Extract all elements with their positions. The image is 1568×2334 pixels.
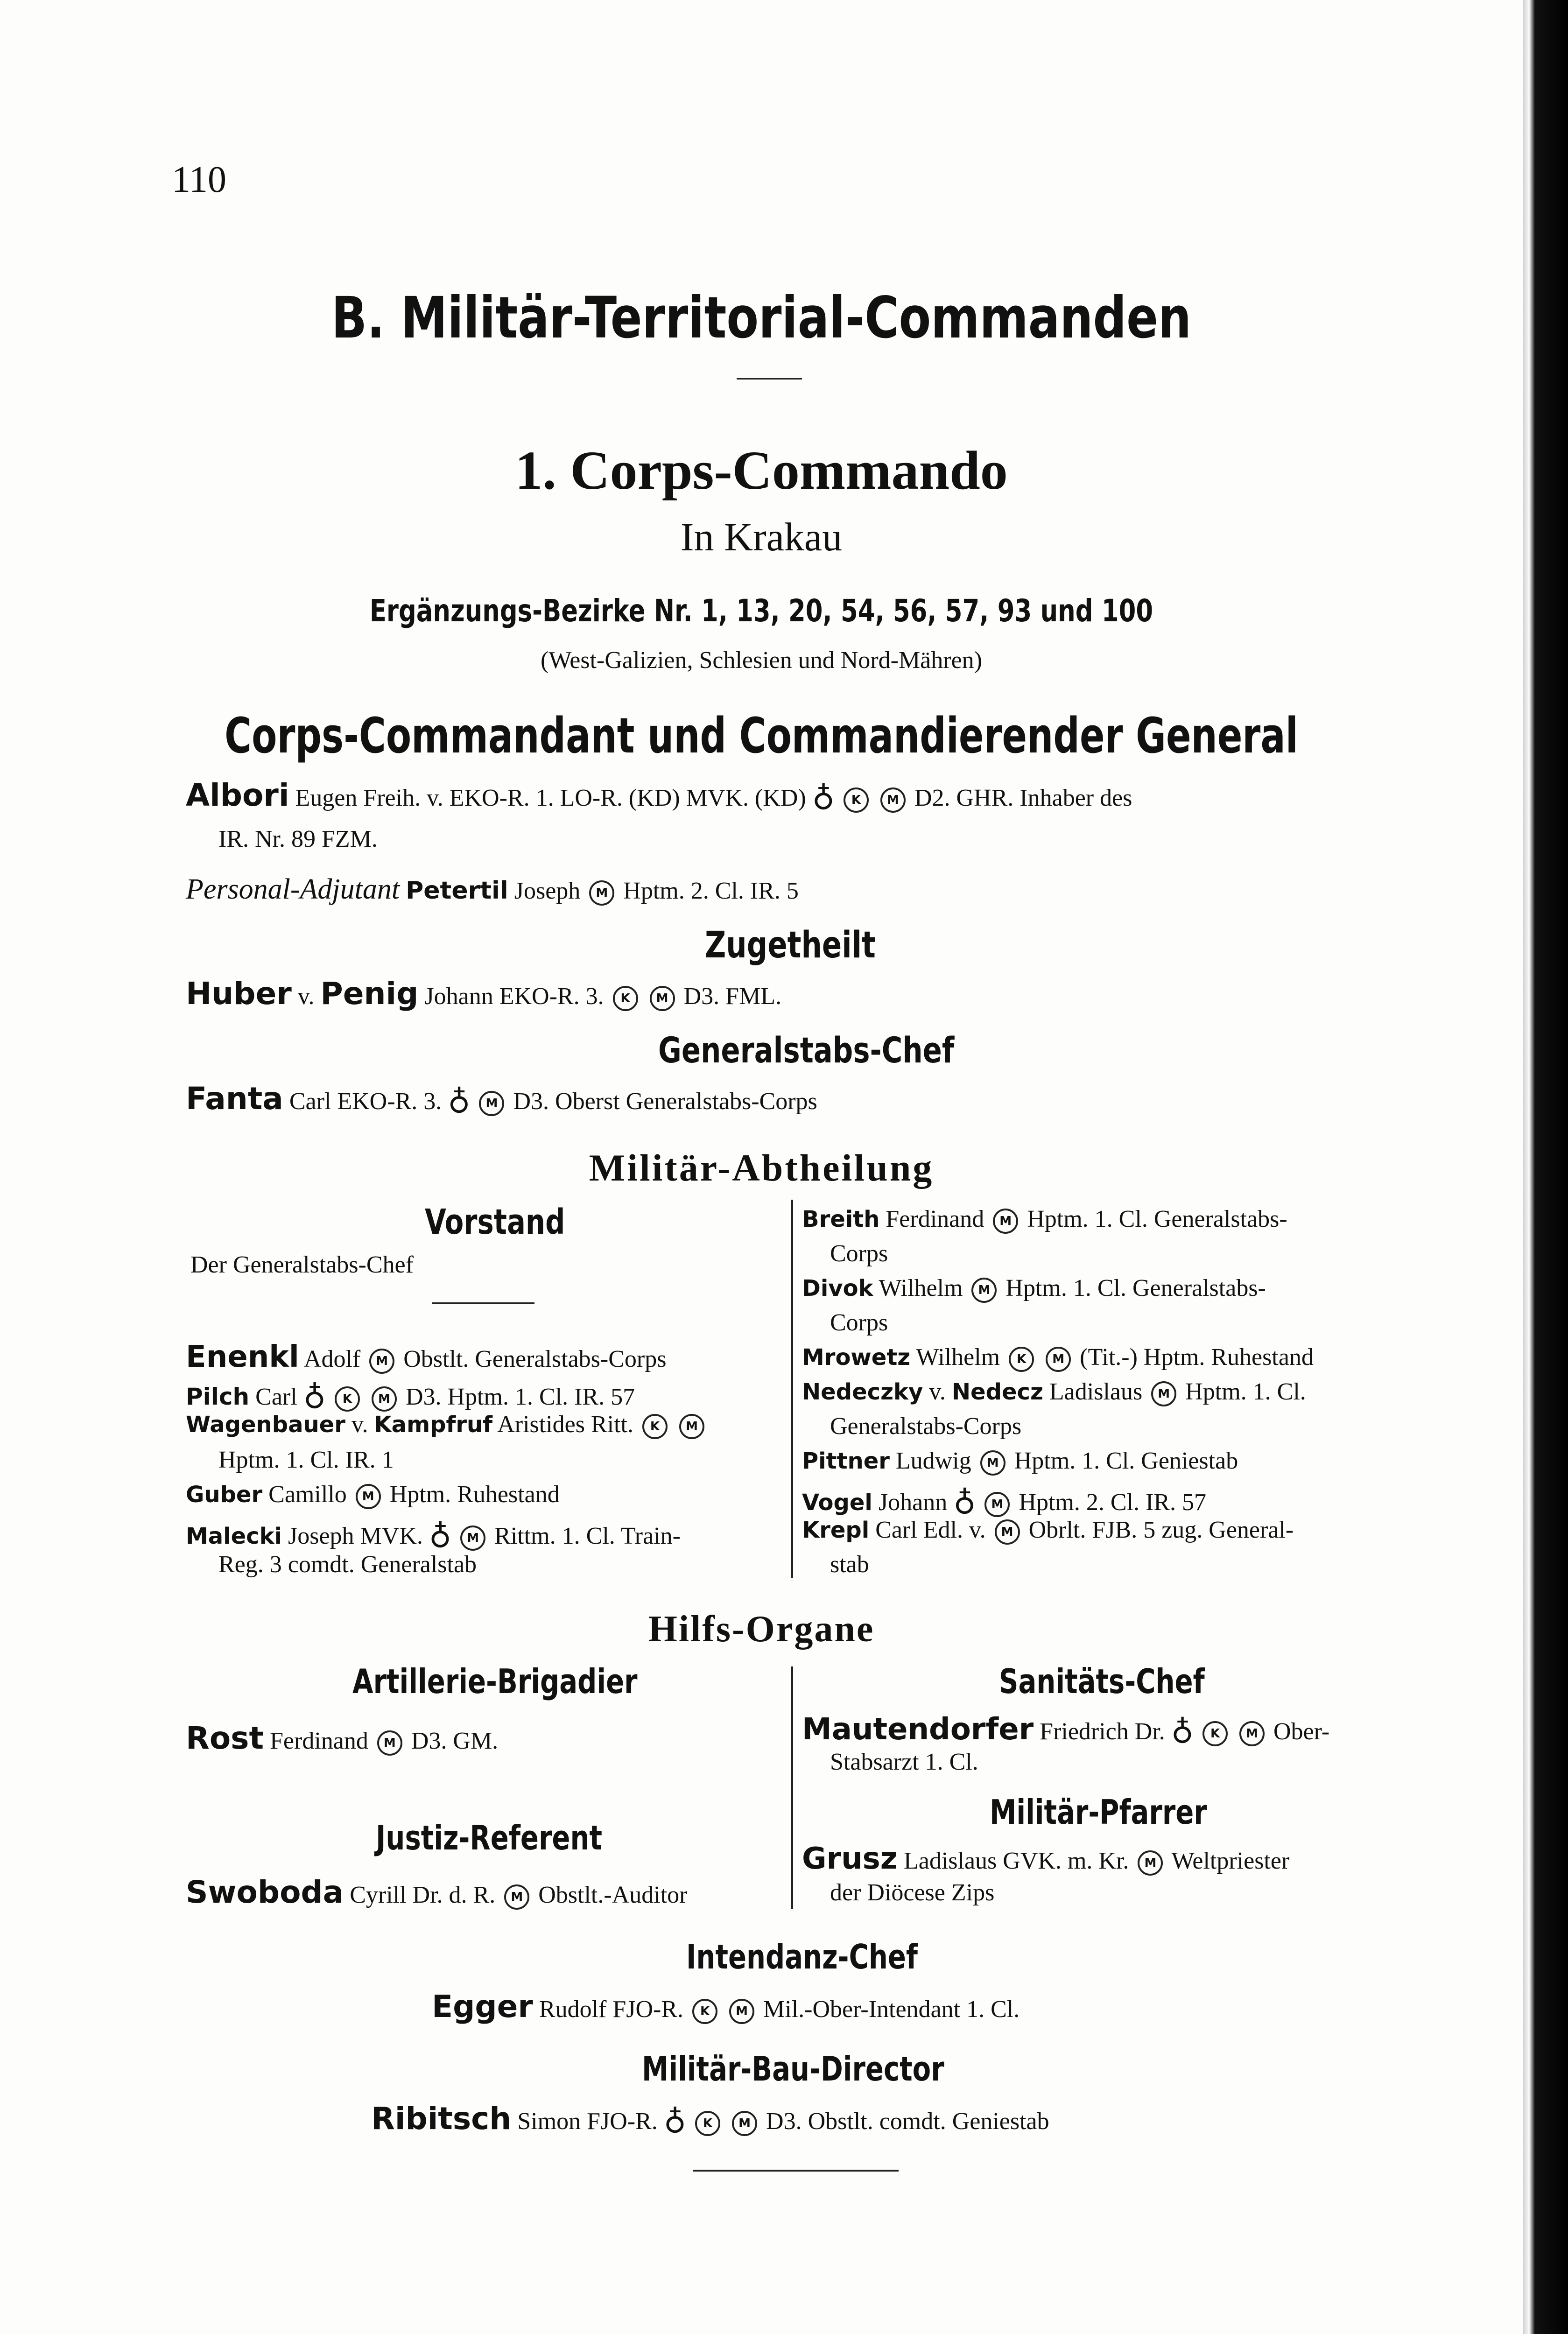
bau-heading: Militär-Bau-Director: [642, 2049, 944, 2088]
vorstand-heading: Vorstand: [425, 1202, 565, 1242]
cross-icon: ♁: [953, 1483, 976, 1517]
list-item: Wagenbauer v. Kampfruf Aristides Ritt. K M: [186, 1411, 707, 1439]
adjutant-first: Joseph: [514, 878, 581, 904]
cross-icon: ♁: [429, 1517, 452, 1551]
commander-name: Albori: [186, 777, 289, 813]
zugetheilt-first: Johann EKO-R. 3.: [424, 983, 604, 1010]
k-badge-icon: K: [1202, 1721, 1228, 1746]
m-badge-icon: M: [460, 1526, 485, 1551]
cross-icon: ♁: [303, 1378, 326, 1412]
k-badge-icon: K: [335, 1386, 360, 1412]
sanitaets-entry: Mautendorfer Friedrich Dr. ♁ K M Ober-: [802, 1712, 1330, 1747]
scan-edge: [1523, 0, 1568, 2334]
chief-first: Carl EKO-R. 3.: [289, 1088, 442, 1115]
m-badge-icon: M: [369, 1349, 394, 1374]
m-badge-icon: M: [732, 2111, 757, 2136]
m-badge-icon: M: [980, 1450, 1005, 1476]
k-badge-icon: K: [692, 1999, 717, 2024]
artillerie-heading: Artillerie-Brigadier: [352, 1662, 638, 1701]
list-item: Nedeczky v. Nedecz Ladislaus M Hptm. 1. Cl.: [802, 1378, 1306, 1406]
zugetheilt-name: Huber: [186, 976, 292, 1012]
chief-heading: Generalstabs-Chef: [658, 1029, 955, 1071]
list-item: Pilch Carl ♁ K M D3. Hptm. 1. Cl. IR. 57: [186, 1378, 635, 1412]
adjutant-name: Petertil: [406, 877, 508, 905]
list-item-cont: Hptm. 1. Cl. IR. 1: [218, 1447, 394, 1473]
list-item: Guber Camillo M Hptm. Ruhestand: [186, 1481, 560, 1509]
m-badge-icon: M: [479, 1091, 504, 1116]
k-badge-icon: K: [1009, 1347, 1034, 1372]
zugetheilt-name2: Penig: [320, 976, 419, 1012]
adjutant-entry: [186, 873, 799, 906]
zugetheilt-entry: [186, 976, 781, 1012]
artillerie-entry: Rost Ferdinand M D3. GM.: [186, 1720, 499, 1756]
districts-line: Ergänzungs-Bezirke Nr. 1, 13, 20, 54, 56, 57, 93 und 100: [369, 593, 1153, 629]
m-badge-icon: M: [971, 1278, 997, 1303]
k-badge-icon: K: [642, 1414, 668, 1439]
list-item-cont: Corps: [830, 1309, 888, 1336]
justiz-heading: Justiz-Referent: [376, 1818, 602, 1857]
list-item: Pittner Ludwig M Hptm. 1. Cl. Geniestab: [802, 1447, 1238, 1476]
m-badge-icon: M: [880, 787, 906, 813]
list-item: Enenkl Adolf M Obstlt. Generalstabs-Corps: [186, 1340, 667, 1374]
zugetheilt-heading: Zugetheilt: [705, 924, 876, 966]
commander-entry: [186, 777, 1132, 814]
m-badge-icon: M: [650, 986, 675, 1011]
list-item: Breith Ferdinand M Hptm. 1. Cl. Generalstabs-: [802, 1205, 1287, 1234]
k-badge-icon: K: [613, 986, 638, 1011]
commander-details-end: D2. GHR. Inhaber des: [914, 785, 1132, 811]
cross-icon: ♁: [448, 1082, 471, 1116]
justiz-entry: Swoboda Cyrill Dr. d. R. M Obstlt.-Auditor: [186, 1874, 688, 1910]
column-divider: [791, 1200, 793, 1578]
m-badge-icon: M: [372, 1386, 397, 1412]
k-badge-icon: K: [844, 787, 869, 813]
m-badge-icon: M: [984, 1492, 1010, 1517]
column-divider: [791, 1666, 793, 1909]
m-badge-icon: M: [377, 1730, 402, 1756]
list-item: Mrowetz Wilhelm K M (Tit.-) Hptm. Ruhestand: [802, 1343, 1314, 1372]
list-item: Malecki Joseph MVK. ♁ M Rittm. 1. Cl. Train-: [186, 1517, 681, 1551]
m-badge-icon: M: [729, 1999, 754, 2024]
pfarrer-entry: Grusz Ladislaus GVK. m. Kr. M Weltpriester: [802, 1842, 1290, 1876]
k-badge-icon: K: [695, 2111, 720, 2136]
hilfs-heading: Hilfs-Organe: [648, 1609, 875, 1650]
m-badge-icon: M: [589, 880, 614, 906]
sanitaets-heading: Sanitäts-Chef: [999, 1662, 1205, 1701]
list-item-cont: Corps: [830, 1240, 888, 1267]
list-item-cont: Generalstabs-Corps: [830, 1413, 1022, 1440]
cross-icon: ♁: [812, 779, 835, 813]
main-title: B. Militär-Territorial-Commanden: [331, 285, 1192, 351]
cross-icon: ♁: [663, 2102, 687, 2136]
location: In Krakau: [680, 514, 843, 559]
list-item-cont: Reg. 3 comdt. Generalstab: [218, 1551, 477, 1578]
chief-entry: [186, 1081, 817, 1117]
pfarrer-heading: Militär-Pfarrer: [990, 1793, 1207, 1832]
commander-cont: IR. Nr. 89 FZM.: [218, 826, 378, 852]
list-item: Divok Wilhelm M Hptm. 1. Cl. Generalstabs-: [802, 1274, 1266, 1303]
sanitaets-cont: Stabsarzt 1. Cl.: [830, 1749, 978, 1775]
corps-title: 1. Corps-Commando: [515, 440, 1008, 501]
chief-rest: D3. Oberst Generalstabs-Corps: [513, 1088, 817, 1115]
m-badge-icon: M: [504, 1884, 529, 1910]
list-item: Vogel Johann ♁ M Hptm. 2. Cl. IR. 57: [802, 1483, 1207, 1517]
title-divider: [737, 378, 802, 380]
commander-heading: Corps-Commandant und Commandierender General: [225, 707, 1298, 764]
m-badge-icon: M: [993, 1209, 1018, 1234]
intendanz-heading: Intendanz-Chef: [686, 1937, 918, 1976]
m-badge-icon: M: [1239, 1721, 1265, 1746]
zugetheilt-rest: D3. FML.: [683, 983, 782, 1010]
chief-name: Fanta: [186, 1081, 283, 1117]
vorstand-divider: [432, 1302, 534, 1304]
page-number: 110: [172, 159, 227, 200]
m-badge-icon: M: [1046, 1347, 1071, 1372]
pfarrer-cont: der Diöcese Zips: [830, 1879, 995, 1906]
cross-icon: ♁: [1171, 1712, 1194, 1746]
m-badge-icon: M: [1151, 1381, 1176, 1406]
bottom-divider: [693, 2170, 899, 2172]
m-badge-icon: M: [679, 1414, 704, 1439]
adjutant-rest: Hptm. 2. Cl. IR. 5: [623, 878, 799, 904]
commander-details: Eugen Freih. v. EKO-R. 1. LO-R. (KD) MVK. (KD): [295, 785, 806, 811]
bau-entry: Ribitsch Simon FJO-R. ♁ K M D3. Obstlt. comdt. Geniestab: [371, 2101, 1049, 2137]
zugetheilt-mid: v.: [297, 983, 315, 1010]
intendanz-entry: Egger Rudolf FJO-R. K M Mil.-Ober-Intendant 1. Cl.: [432, 1989, 1020, 2025]
m-badge-icon: M: [995, 1519, 1020, 1545]
military-heading: Militär-Abtheilung: [589, 1146, 934, 1189]
regions-line: (West-Galizien, Schlesien und Nord-Mähren): [541, 647, 982, 674]
m-badge-icon: M: [1138, 1850, 1163, 1876]
list-item: Krepl Carl Edl. v. M Obrlt. FJB. 5 zug. General-: [802, 1516, 1294, 1545]
adjutant-role: Personal-Adjutant: [186, 873, 400, 905]
vorstand-text: Der Generalstabs-Chef: [190, 1251, 414, 1278]
m-badge-icon: M: [356, 1484, 381, 1509]
list-item-cont: stab: [830, 1551, 869, 1578]
